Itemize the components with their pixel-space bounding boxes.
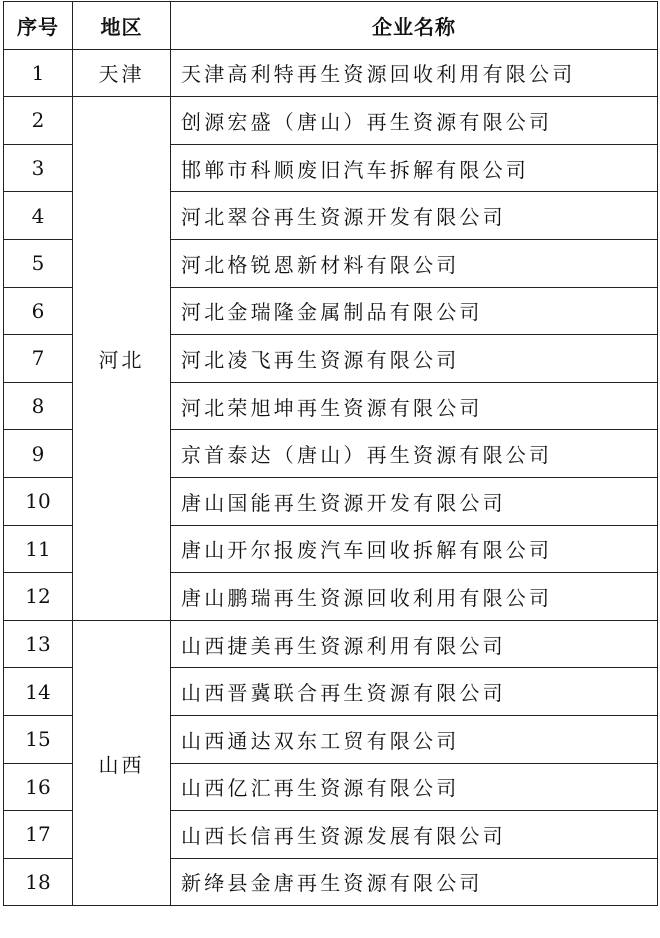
company-name-cell: 唐山开尔报废汽车回收拆解有限公司 [171, 525, 658, 573]
company-name-cell: 唐山鹏瑞再生资源回收利用有限公司 [171, 573, 658, 621]
company-name-cell: 河北金瑞隆金属制品有限公司 [171, 287, 658, 335]
serial-number-cell: 5 [4, 239, 73, 287]
serial-number-cell: 6 [4, 287, 73, 335]
company-name-cell: 河北凌飞再生资源有限公司 [171, 335, 658, 383]
serial-number-cell: 4 [4, 192, 73, 240]
table-body [4, 49, 658, 906]
serial-number-cell: 14 [4, 668, 73, 716]
serial-number-cell: 15 [4, 715, 73, 763]
company-name-cell: 天津高利特再生资源回收利用有限公司 [171, 49, 658, 97]
serial-number-cell: 3 [4, 144, 73, 192]
company-name-cell: 山西亿汇再生资源有限公司 [171, 763, 658, 811]
header-region: 地区 [73, 2, 171, 50]
company-name-cell: 河北荣旭坤再生资源有限公司 [171, 382, 658, 430]
serial-number-cell: 11 [4, 525, 73, 573]
enterprise-table [3, 1, 658, 906]
company-name-cell: 山西长信再生资源发展有限公司 [171, 811, 658, 859]
header-serial-number: 序号 [4, 2, 73, 50]
serial-number-cell: 10 [4, 477, 73, 525]
region-cell: 山西 [73, 620, 171, 906]
serial-number-cell: 9 [4, 430, 73, 478]
company-name-cell: 新绛县金唐再生资源有限公司 [171, 858, 658, 906]
company-name-cell: 邯郸市科顺废旧汽车拆解有限公司 [171, 144, 658, 192]
serial-number-cell: 17 [4, 811, 73, 859]
company-name-cell: 唐山国能再生资源开发有限公司 [171, 477, 658, 525]
header-row [4, 2, 658, 50]
company-name-cell: 创源宏盛（唐山）再生资源有限公司 [171, 97, 658, 145]
company-name-cell: 山西通达双东工贸有限公司 [171, 715, 658, 763]
header-company-name: 企业名称 [171, 2, 658, 50]
serial-number-cell: 18 [4, 858, 73, 906]
serial-number-cell: 12 [4, 573, 73, 621]
company-name-cell: 河北格锐恩新材料有限公司 [171, 239, 658, 287]
serial-number-cell: 8 [4, 382, 73, 430]
company-name-cell: 山西晋冀联合再生资源有限公司 [171, 668, 658, 716]
table-row [4, 620, 658, 668]
company-name-cell: 河北翠谷再生资源开发有限公司 [171, 192, 658, 240]
table-row [4, 97, 658, 145]
serial-number-cell: 16 [4, 763, 73, 811]
serial-number-cell: 1 [4, 49, 73, 97]
serial-number-cell: 7 [4, 335, 73, 383]
region-cell: 天津 [73, 49, 171, 97]
company-name-cell: 山西捷美再生资源利用有限公司 [171, 620, 658, 668]
table-row [4, 49, 658, 97]
serial-number-cell: 13 [4, 620, 73, 668]
company-name-cell: 京首泰达（唐山）再生资源有限公司 [171, 430, 658, 478]
serial-number-cell: 2 [4, 97, 73, 145]
region-cell: 河北 [73, 97, 171, 621]
